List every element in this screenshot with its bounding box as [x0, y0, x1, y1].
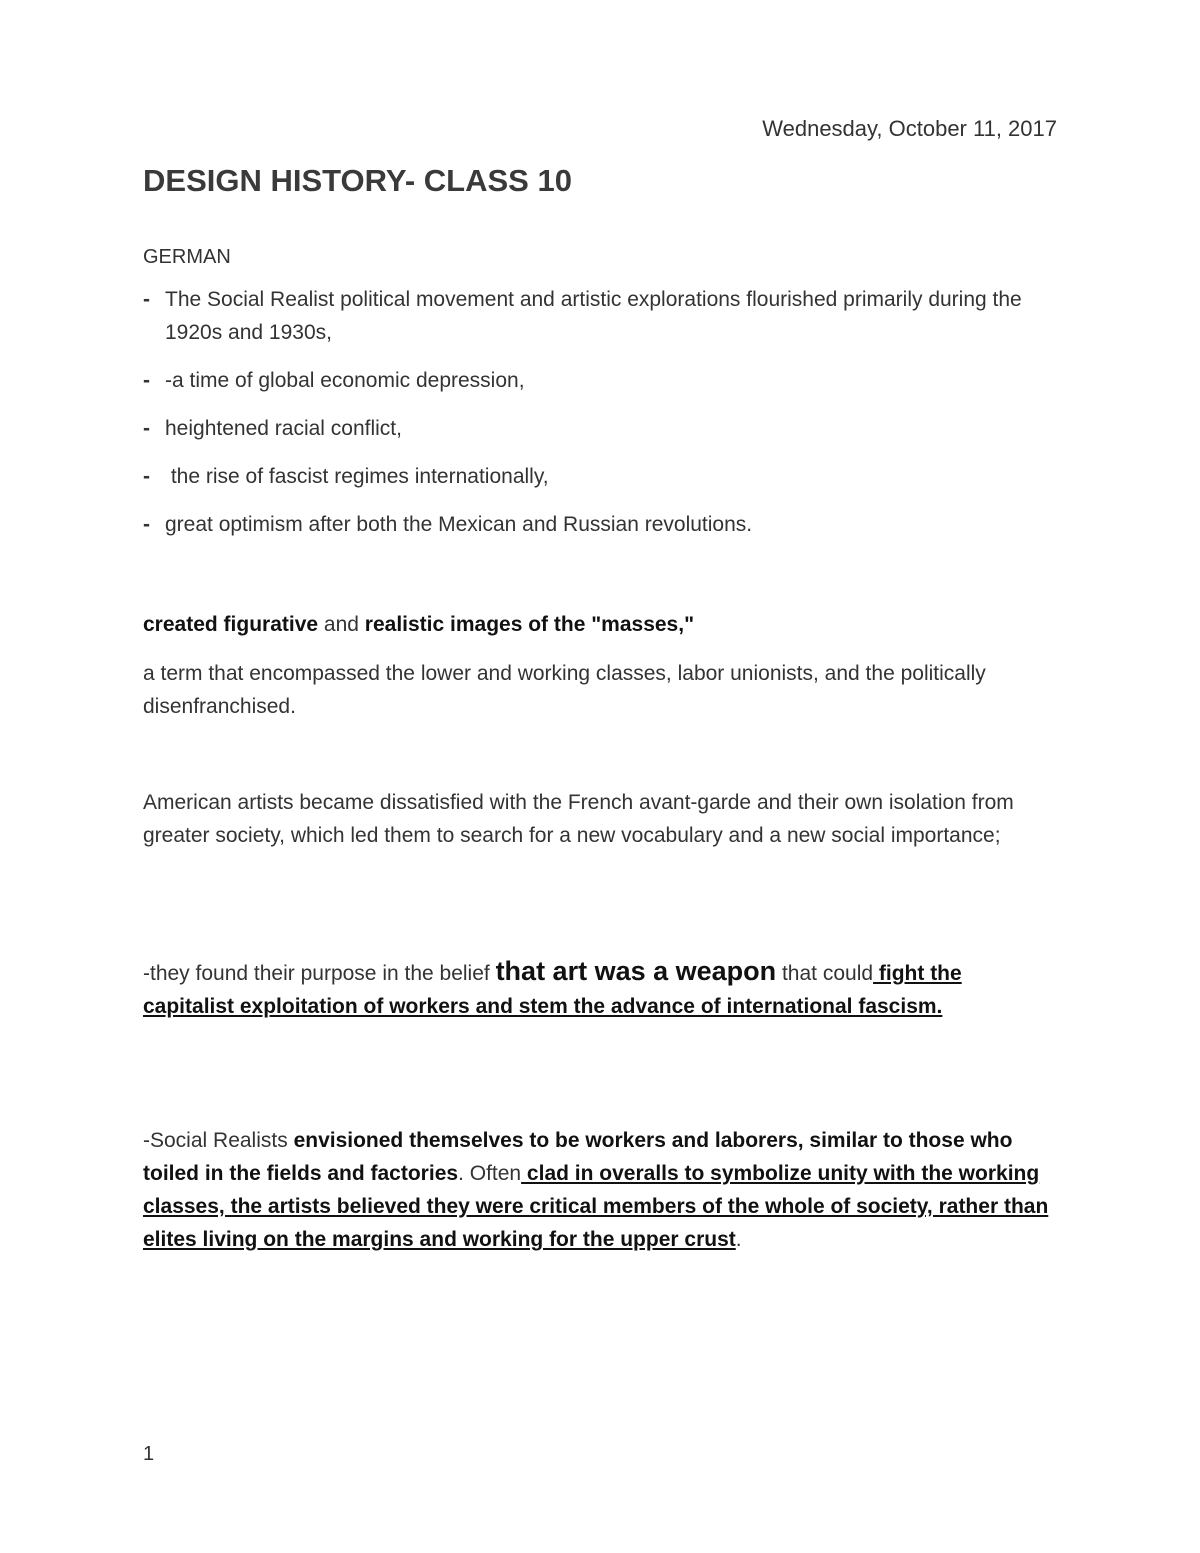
- body-text: .: [735, 1228, 742, 1251]
- paragraph-art-weapon: [143, 955, 1058, 1023]
- body-text: -Social Realists: [143, 1129, 294, 1152]
- bullet-text: the rise of fascist regimes internationally,: [165, 465, 549, 488]
- bullet-text: -a time of global economic depression,: [165, 369, 525, 392]
- body-text: . Often: [458, 1162, 522, 1185]
- bullet-text: great optimism after both the Mexican and Russian revolutions.: [165, 513, 753, 536]
- bullet-marker: -: [143, 465, 150, 488]
- page-title: DESIGN HISTORY- CLASS 10: [143, 163, 572, 198]
- body-text: that could: [776, 962, 874, 985]
- list-item: [143, 412, 1043, 445]
- list-item: [143, 508, 1043, 541]
- bold-text: created figurative: [143, 613, 319, 636]
- underlined-bold-text: clad in overalls to symbolize unity with the working classes, the artists believed they were critical members of the whole of society, rather than elites living on the margins and working for the upper crust: [143, 1162, 1049, 1251]
- page-number: 1: [143, 1443, 155, 1465]
- emphasis-text: that art was a weapon: [495, 956, 777, 986]
- bullet-marker: -: [143, 369, 150, 392]
- underlined-bold-text: fight the capitalist exploitation of workers and stem the advance of international fascism.: [143, 962, 962, 1018]
- paragraph-social-realists: [143, 1124, 1058, 1256]
- bullet-marker: -: [143, 417, 150, 440]
- bullet-text: heightened racial conflict,: [165, 417, 402, 440]
- body-text: -they found their purpose in the belief: [143, 962, 496, 985]
- bullet-marker: -: [143, 288, 150, 311]
- document-date: Wednesday, October 11, 2017: [762, 116, 1057, 141]
- paragraph-american-artists: American artists became dissatisfied with the French avant-garde and their own isolation from greater society, which led them to search for a new vocabulary and a new social importance;: [143, 791, 1014, 847]
- bullet-marker: -: [143, 513, 150, 536]
- section-label: GERMAN: [143, 246, 231, 268]
- bold-text: realistic images of the "masses,": [364, 613, 695, 636]
- body-text: and: [318, 613, 365, 636]
- list-item: [143, 283, 1043, 349]
- bullet-list: [143, 283, 1043, 556]
- bullet-text: The Social Realist political movement and artistic explorations flourished primarily during the 1920s and 1930s,: [165, 288, 1022, 344]
- paragraph-definition: a term that encompassed the lower and working classes, labor unionists, and the politically disenfranchised.: [143, 662, 986, 718]
- list-item: [143, 460, 1043, 493]
- list-item: [143, 364, 1043, 397]
- paragraph-masses: [143, 608, 1058, 641]
- bold-text: envisioned themselves to be workers and laborers, similar to those who toiled in the fields and factories: [143, 1129, 1013, 1185]
